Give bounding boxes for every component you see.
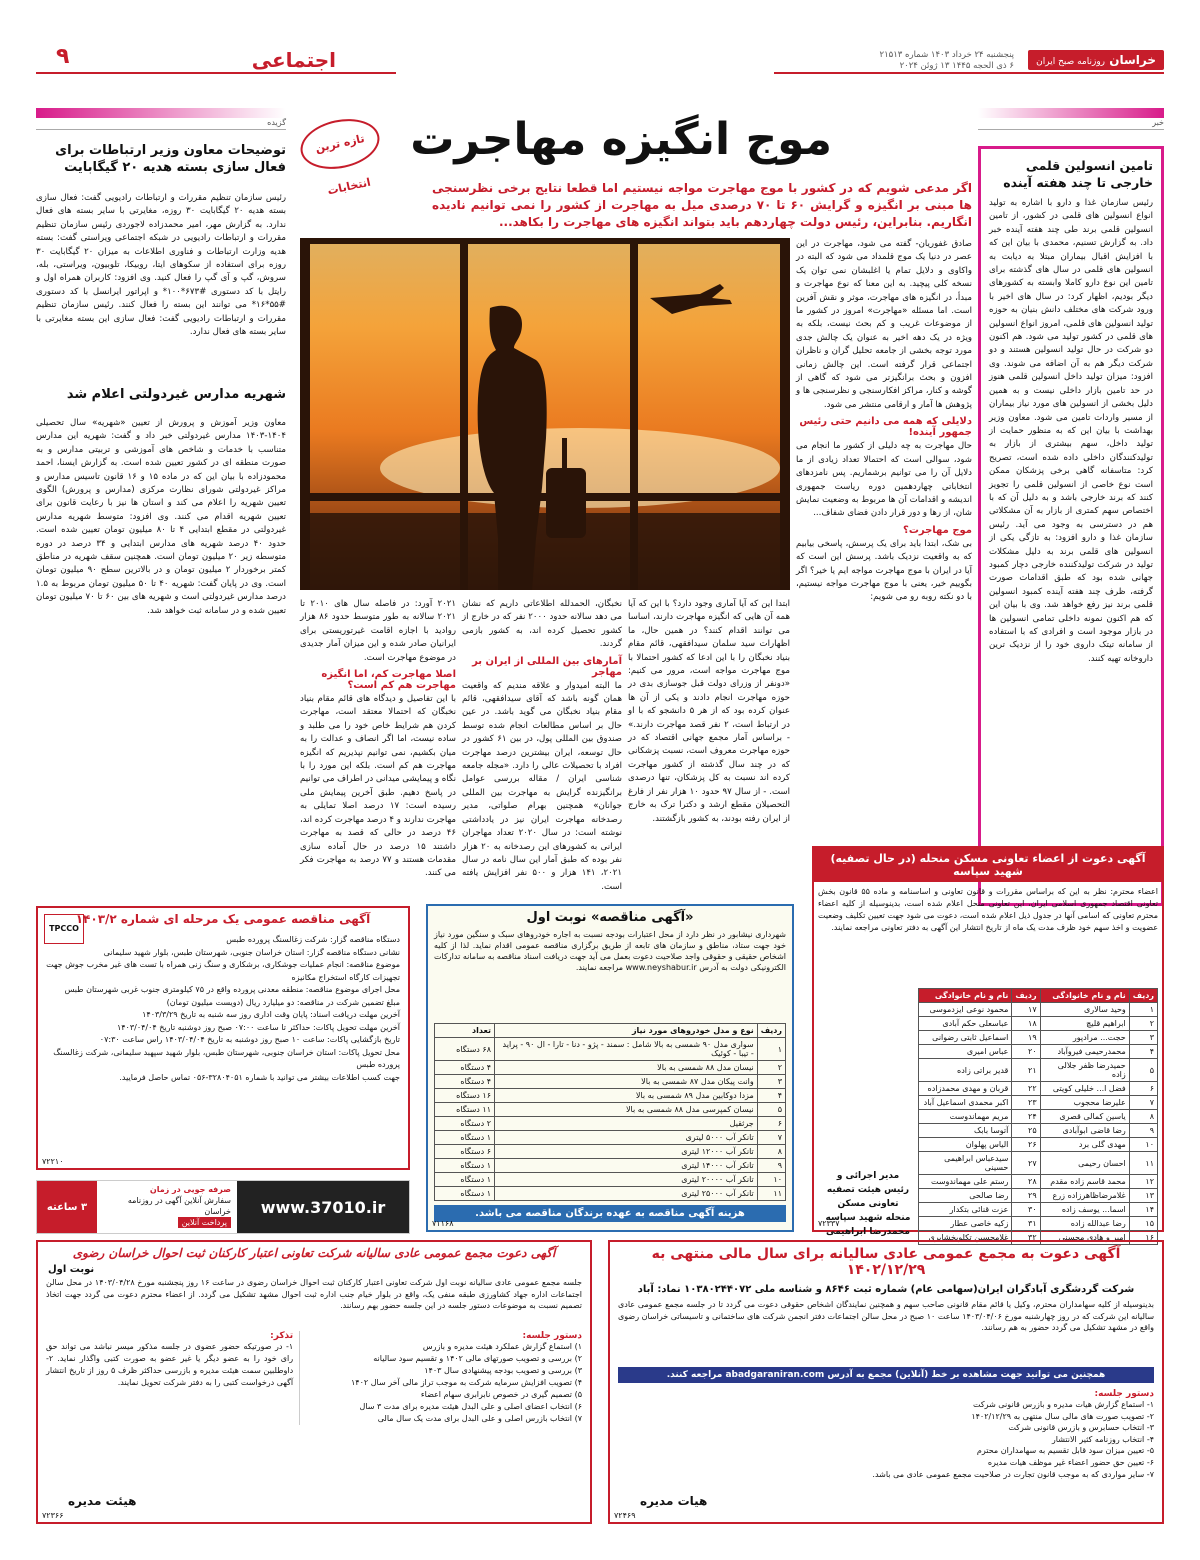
table-cell: ۱۵: [1129, 1217, 1157, 1231]
table-cell: تانکر آب ۲۰۰۰۰ لیتری: [495, 1173, 758, 1187]
table-cell: رضا صالحی: [919, 1189, 1012, 1203]
table-cell: نیسان مدل ۸۸ شمسی به بالا: [495, 1061, 758, 1075]
list-item: ۲- تصویب صورت های مالی سال منتهی به ۱۴۰۲/۱۲/۲۹: [971, 1411, 1154, 1421]
list-item: ۲) بررسی و تصویب صورتهای مالی ۱۴۰۲ و تقسیم سود سالیانه: [373, 1354, 582, 1363]
ad-tpcco-title: آگهی مناقصه عمومی یک مرحله ای شماره ۱۴۰۳/۲: [75, 912, 371, 926]
list-item: تاریخ بازگشایی پاکات: ساعت ۱۰ صبح روز دوشنبه به تاریخ ۱۴۰۳/۰۴/۰۴ راس ساعت ۰۷:۳۰: [99, 1035, 400, 1044]
table-cell: ۱۴: [1129, 1203, 1157, 1217]
table-cell: ۴ دستگاه: [435, 1075, 495, 1089]
table-cell: ۳۰: [1012, 1203, 1040, 1217]
article-col1-text-b: حال مهاجرت به چه دلیلی از کشور ما انجام می شود، سوالی است که احتمالا تعداد زیادی از ما دلایل آن را می توانیم برشماریم. پس نامزدهای انتخاباتی چهاردهمین دوره ریاست جمهوری اندیشه و اقدامات آن ها مربوط به وضعیت نمایش شان، از رها و دور قرار دادن فضای شفاف...: [796, 441, 972, 519]
table-row: [919, 1003, 1158, 1017]
ad-razavi-round: نوبت اول: [48, 1264, 95, 1275]
newspaper-logo[interactable]: [1028, 50, 1164, 70]
list-item: ۶) انتخاب اعضای اصلی و علی البدل هیئت مدیره برای مدت ۳ سال: [359, 1402, 582, 1411]
table-cell: ۳۲: [1012, 1231, 1040, 1245]
table-cell: ۲۴: [1012, 1110, 1040, 1124]
list-item: ۵) تصمیم گیری در خصوص نابرابری سهام اعضاء: [420, 1390, 582, 1399]
table-cell: احسان رحیمی: [1040, 1152, 1129, 1175]
table-cell: مریم مهماندوست: [919, 1110, 1012, 1124]
date-line-1: پنجشنبه ۲۴ خرداد ۱۴۰۳ شماره ۲۱۵۱۳: [879, 50, 1014, 60]
table-cell: ۱: [1129, 1003, 1157, 1017]
list-item: دستگاه مناقصه گزار: شرکت زغالسنگ پرورده طبس: [226, 935, 400, 944]
article-col3-text-b: ما البته امیدوار و علاقه مندیم که واقعیت همان گونه باشد که آقای سیدافقهی، قائم مقام بنیاد نخبگان می گوید باشد. در عین حال بر اساس مطالعات انجام شده توسط صندوق بین المللی پول، در بین ۶۱ کشور در حال توسعه، ایران بیشترین درصد مهاجرت افراد با تحصیلات عالی را دارد. «مجله جامعه شناسی ایران / مقاله بررسی عوامل برانگیزنده گرایش به مهاجرت بین المللی جوانان» همچنین بهرام صلواتی، مدیر رصدخانه مهاجرت ایران نیز در یادداشتی نوشته است: در سال ۲۰۲۰ تعداد مهاجران ایرانی به کشورهای این رصدخانه به ۲۰ هزار نفر بوده که طبق آمار این سال نامه در سال ۲۰۲۱، ۱۴۱ هزار و ۵۰۰ نفر افزایش یافته است.: [462, 680, 622, 892]
table-cell: ۶۸ دستگاه: [435, 1038, 495, 1061]
table-cell: ۵: [1129, 1059, 1157, 1082]
table-cell: سیدعباس ابراهیمی حسینی: [919, 1152, 1012, 1175]
table-cell: حمیدرضا ظفر جلالی زاده: [1040, 1059, 1129, 1082]
table-cell: ۲۵: [1012, 1124, 1040, 1138]
table-cell: رستم علی مهماندوست: [919, 1175, 1012, 1189]
table-cell: آتوسا بابک: [919, 1124, 1012, 1138]
list-item: آخرین مهلت تحویل پاکات: حداکثر تا ساعت ۰۷:۰۰ صبح روز دوشنبه تاریخ ۱۴۰۳/۰۴/۰۴: [116, 1022, 400, 1032]
table-cell: وانت پیکان مدل ۸۷ شمسی به بالا: [495, 1075, 758, 1089]
school-fees-title[interactable]: شهریه مدارس غیردولتی اعلام شد: [66, 387, 286, 402]
th-count: تعداد: [435, 1024, 495, 1038]
table-cell: ۶: [1129, 1082, 1157, 1096]
article-lead: اگر مدعی شویم که در کشور با موج مهاجرت مواجه نیستیم اما قطعا نتایج برخی نظرسنجی ها مبنی بر انگیزه و گرایش ۶۰ تا ۷۰ درصدی میل به مهاجرت از کشور را نمی توانیم نادیده انگاریم. بنابراین، رئیس دولت چهاردهم باید بتواند انگیزه های مهاجرت را بکاهد...: [432, 181, 972, 229]
table-cell: اکبر محمدی اسماعیل آباد: [919, 1096, 1012, 1110]
promo-line1: صرفه جویی در زمان: [149, 1185, 231, 1194]
article-col3-text: نخبگان، الحمدلله اطلاعاتی داریم که نشان می دهد سالانه حدود ۲۰۰۰ نفر که در خارج از کشور تحصیل کرده اند، به کشور بازمی گردند.: [462, 599, 622, 650]
article-col-4: [300, 598, 456, 878]
list-item: ۷) انتخاب بازرس اصلی و علی البدل برای مدت یک سال مالی: [377, 1414, 582, 1423]
ad-razavi-agenda: [310, 1341, 582, 1425]
list-item: جهت کسب اطلاعات بیشتر می توانید با شماره ۳۲۸۰۴۰۵۱-۰۵۶ تماس حاصل فرمایید.: [119, 1072, 400, 1082]
ad-abadgaran-text: بدینوسیله از کلیه سهامداران محترم، وکیل یا قائم مقام قانونی صاحب سهم و همچنین نمایندگان اشخاص حقوقی دعوت می گردد تا در جلسه مجمع عمومی عادی سالیانه این شرکت که در روز چهارشنبه مورخ ۱۴۰۳/۰۴/۰۶ ساعت ۱۰ صبح در محل سالن اجتماعات دفتر انجمن شرکت های ساختمانی و تاسیساتی خراسان رضوی واقع در مشهد تشکیل می گردد حضور به هم رسانند.: [618, 1300, 1155, 1333]
table-cell: ۲: [1129, 1017, 1157, 1031]
ad-abadgaran: [608, 1240, 1164, 1524]
logo-subtitle: روزنامه صبح ایران: [1036, 57, 1106, 67]
table-cell: ۲۱: [1012, 1059, 1040, 1082]
table-cell: تانکر آب ۱۲۰۰۰ لیتری: [495, 1145, 758, 1159]
table-cell: ۶ دستگاه: [435, 1145, 495, 1159]
table-cell: مهدی گلی برد: [1040, 1138, 1129, 1152]
table-cell: قربان و مهدی محمدزاده: [919, 1082, 1012, 1096]
table-cell: ۲ دستگاه: [435, 1117, 495, 1131]
table-row: [435, 1117, 786, 1131]
table-cell: ۲: [757, 1061, 785, 1075]
table-cell: ۳۱: [1012, 1217, 1040, 1231]
table-cell: ۱۹: [1012, 1031, 1040, 1045]
school-fees-wrap: [36, 417, 286, 817]
table-cell: ۴: [1129, 1045, 1157, 1059]
list-item: موضوع مناقصه: انجام عملیات جوشکاری، برشکاری و سنگ زنی همراه با تست های غیر مخرب جوش جهت تجهیزات کارگاه استخراج مکانیزه: [46, 960, 400, 982]
table-cell: ۱ دستگاه: [435, 1131, 495, 1145]
table-cell: ۹: [757, 1159, 785, 1173]
ad-razavi-sign: هیئت مدیره: [68, 1494, 137, 1508]
ad-abadgaran-site[interactable]: همچنین می توانید جهت مشاهده بر خط (آنلاین) مجمع به آدرس abadgaraniran.com مراجعه کنند.: [618, 1367, 1154, 1383]
table-cell: ۱۸: [1012, 1017, 1040, 1031]
table-cell: غلامحسین تکلوبخشایری: [919, 1231, 1012, 1245]
table-cell: ۲۹: [1012, 1189, 1040, 1203]
table-cell: ۷: [757, 1131, 785, 1145]
subheading-intl-stats: آمارهای بین المللی از ایران بر مهاجر: [472, 655, 622, 678]
table-cell: ۳: [757, 1075, 785, 1089]
table-cell: وحید سالاری: [1040, 1003, 1129, 1017]
table-cell: ۱ دستگاه: [435, 1159, 495, 1173]
table-cell: غلامرضاظاهرزاده زرع: [1040, 1189, 1129, 1203]
ad-abadgaran-title: آگهی دعوت به مجمع عمومی عادی سالیانه برای سال مالی منتهی به ۱۴۰۲/۱۲/۲۹: [651, 1246, 1121, 1278]
list-item: آخرین مهلت دریافت اسناد: پایان وقت اداری روز سه شنبه به تاریخ ۱۴۰۳/۳/۲۹: [142, 1010, 400, 1019]
ad-spiasa-table: [918, 988, 1158, 1245]
column-accent-bar: [978, 108, 1164, 118]
issue-date: [880, 50, 1015, 72]
list-item: ۵- تعیین میزان سود قابل تقسیم به سهامداران محترم: [976, 1446, 1154, 1456]
table-cell: سواری مدل ۹۰ شمسی به بالا شامل : سمند - پژو - دنا - تارا - ال ۹۰ - پراید - تیبا - کوئیک: [495, 1038, 758, 1061]
table-row: [919, 1124, 1158, 1138]
table-row: [919, 1110, 1158, 1124]
section-header: [36, 44, 396, 74]
column-label: خبر: [978, 118, 1164, 130]
ad-razavi-code: ۷۲۳۶۶: [42, 1511, 64, 1520]
table-cell: ۴ دستگاه: [435, 1061, 495, 1075]
ad-tpcco-body: [38, 930, 408, 1088]
table-cell: ۶: [757, 1117, 785, 1131]
table-cell: مزدا دوکابین مدل ۸۹ شمسی به بالا: [495, 1089, 758, 1103]
promo-url[interactable]: www.37010.ir: [237, 1181, 409, 1233]
table-cell: تانکر آب ۲۵۰۰۰ لیتری: [495, 1187, 758, 1201]
table-row: [919, 1189, 1158, 1203]
table-cell: ۱۰: [757, 1173, 785, 1187]
table-row: [919, 1096, 1158, 1110]
list-item: نشانی دستگاه مناقصه گزار: استان خراسان جنوبی، شهرستان طبس، بلوار شهید سلیمانی: [103, 947, 400, 957]
table-row: [919, 1152, 1158, 1175]
list-item: محل تحویل پاکات: استان خراسان جنوبی، شهرستان طبس، بلوار شهید سپهبد سلیمانی، شرکت زغالسنگ پرورده طبس: [53, 1047, 400, 1069]
ad-spiasa-code: ۷۲۳۳۷: [818, 1219, 840, 1228]
left-news-column: [36, 108, 286, 817]
list-item: ۴) تصویب افزایش سرمایه شرکت به موجب تراز مالی آخر سال ۱۴۰۲: [350, 1378, 582, 1387]
ad-tpcco-code: ۷۲۲۱۰: [42, 1157, 64, 1166]
table-cell: ۷: [1129, 1096, 1157, 1110]
tpcco-logo: TPCCO: [44, 914, 84, 944]
table-row: [435, 1187, 786, 1201]
table-cell: ۱۰: [1129, 1138, 1157, 1152]
logo-text: خراسان: [1109, 53, 1156, 67]
table-cell: عباسعلی حکم آبادی: [919, 1017, 1012, 1031]
table-cell: قدیر براتی زاده: [919, 1059, 1012, 1082]
table-row: [435, 1038, 786, 1061]
table-cell: ۱ دستگاه: [435, 1173, 495, 1187]
promo-line2: سفارش آنلاین آگهی در روزنامه خراسان: [127, 1196, 231, 1216]
table-cell: ابراهیم قلیچ: [1040, 1017, 1129, 1031]
ad-abadgaran-agenda: [618, 1399, 1154, 1480]
table-cell: ۱۱ دستگاه: [435, 1103, 495, 1117]
article-col2-text: ابتدا این که آیا آماری وجود دارد؟ با این که آیا همه آن هایی که انگیزه مهاجرت دارند، اساسا می توانند اقدام کنند؟ در همین حال، ما اظهارات سید سلمان سیدافقهی، قائم مقام بنیاد نخبگان را با این ادعا که کشور احتمالا با موج مهاجرت مواجه است، مرور می کنیم: «دونفر از وزرای دولت قبل جوسازی بدی در حوزه مهاجرت انجام دادند و یکی از آن ها عنوان کرده بود که از هر ۵ دانشجو که با او در ارتباط است، ۲ نفر قصد مهاجرت دارند.» - براساس آمار مجمع جهانی اقتصاد که در حوزه مهاجرت معروف است، نسبت پزشکانی که در چند سال گذشته از کشور مهاجرت کرده اند نسبت به کل پزشکان، تنها درصدی است. - از سال ۹۷ حدود ۱۰ هزار نفر از فارغ التحصیلان مقطع ارشد و دکترا ترک به خارج از ایران رفته بودند، به کشور بازگشتند.: [628, 599, 790, 824]
razavi-agenda-title: دستور جلسه:: [522, 1331, 582, 1341]
table-row: [435, 1103, 786, 1117]
table-row: [919, 1045, 1158, 1059]
table-cell: ۸: [1129, 1110, 1157, 1124]
ad-abadgaran-code: ۷۲۴۶۹: [614, 1511, 636, 1520]
table-row: [919, 1082, 1158, 1096]
right-news-column: [978, 108, 1164, 906]
ad-razavi-title: آگهی دعوت مجمع عمومی عادی سالیانه شرکت تعاونی اعتبار کارکنان ثبت احوال خراسان رضوی: [72, 1246, 556, 1260]
table-cell: ۲۳: [1012, 1096, 1040, 1110]
table-row: [435, 1173, 786, 1187]
table-cell: فضل ا... خلیلی کویتی: [1040, 1082, 1129, 1096]
ad-spiasa-title: آگهی دعوت از اعضاء تعاونی مسکن منحله (در حال تصفیه) شهید سپاسه: [814, 848, 1162, 882]
article-col1-text-c: بی شک، ابتدا باید برای یک پرسش، پاسخی بیابیم که به واقعیت نزدیک باشد. پرسش این است که آیا در ایران با موج مهاجرت مواجه ایم یا خیر؟ اگر بگوییم خیر، یعنی با موج مهاجرت مواجه نیستیم، با دو نکته روبه رو می شویم:: [796, 538, 972, 603]
table-cell: ۲۲: [1012, 1082, 1040, 1096]
date-line-2: ۶ ذی الحجه ۱۴۴۵ ۱۳ ژوئن ۲۰۲۴: [899, 61, 1014, 71]
list-item: محل اجرای موضوع مناقصه: منطقه معدنی پرورده واقع در ۷۵ کیلومتری جنوب غربی شهرستان طبس: [64, 985, 400, 994]
table-row: [435, 1145, 786, 1159]
table-cell: امیر و هادی محسنی: [1040, 1231, 1129, 1245]
ad-neyshabur: [426, 904, 794, 1232]
ad-razavi: [36, 1240, 592, 1524]
table-cell: رضا قاضی ابوآبادی: [1040, 1124, 1129, 1138]
article-col1-text: صادق غفوریان- گفته می شود، مهاجرت در این عصر در دنیا یک موج قلمداد می شود که البته در واکاوی و دلایل تمام یا اغلبشان نمی توان یک نسخه کلی پیچید. به این معنا که نوع مهاجرت و مبدأ، در انگیزه های مهاجرت، موثر و نقش آفرین است. اما مسئله «مهاجرت» امروز در کشور ما از موضوعات غریب و کم بحث نیست، بلکه به ویژه در یک دهه اخیر به عنوان یک چالش جدی مورد توجه بخشی از جامعه تحلیل گران و ناظران اجتماعی قرار گرفته است. این چالش زمانی افزون و بحث برانگیزتر می شود که گاهی از گوشه و کنار، مراکز افکارسنجی و نظرسنجی ها و پژوهش ها آمار و ارقامی منتشر می شود.: [796, 239, 972, 410]
article-col4-text: ۲۰۲۱ آورد: در فاصله سال های ۲۰۱۰ تا ۲۰۲۱ سالانه به طور متوسط حدود ۸۶ هزار روادید با اجازه اقامت غیرتوریستی برای ایرانیان صادر شده و این میزان آمار جدیدی در موضوع مهاجرت است.: [300, 599, 456, 663]
table-cell: اسما... یوسف زاده: [1040, 1203, 1129, 1217]
left-accent-bar: [36, 108, 286, 118]
list-item: ۶- تعیین حق حضور اعضاء غیر موظف هیات مدیره: [987, 1457, 1154, 1467]
ad-abadgaran-subtitle: شرکت گردشگری آبادگران ایران(سهامی عام) شماره ثبت ۸۶۴۶ و شناسه ملی ۱۰۳۸۰۲۴۴۰۷۲ نماد: آباد: [637, 1284, 1135, 1295]
table-row: [919, 1031, 1158, 1045]
table-cell: نیسان کمپرسی مدل ۸۸ شمسی به بالا: [495, 1103, 758, 1117]
masthead: [774, 44, 1164, 74]
page-number: ۹: [56, 44, 70, 69]
table-cell: ۱۲: [1129, 1175, 1157, 1189]
table-cell: محمدرحیمی فیروآباد: [1040, 1045, 1129, 1059]
insulin-news-title[interactable]: تامین انسولین قلمی خارجی تا چند هفته آینده: [1003, 158, 1153, 190]
th-name-2: نام و نام خانوادگی: [919, 989, 1012, 1003]
article-col-2: [628, 598, 790, 878]
table-cell: جرثقیل: [495, 1117, 758, 1131]
table-row: [919, 1138, 1158, 1152]
airport-silhouette-photo: [300, 238, 790, 590]
table-cell: محمود نوعی ایزدموسی: [919, 1003, 1012, 1017]
subheading-wave: موج مهاجرت؟: [903, 524, 972, 536]
table-cell: ۳: [1129, 1031, 1157, 1045]
ad-neyshabur-title: «آگهی مناقصه» نوبت اول: [526, 910, 694, 925]
ad-neyshabur-footer: هزینه آگهی مناقصه به عهده برندگان مناقصه می باشد.: [434, 1205, 786, 1222]
article-headline[interactable]: موج انگیزه مهاجرت: [410, 114, 832, 165]
ad-neyshabur-code: ۷۱۱۶۸: [432, 1219, 454, 1228]
table-cell: محمد قاسم زاده مقدم: [1040, 1175, 1129, 1189]
table-row: [919, 1059, 1158, 1082]
table-row: [919, 1217, 1158, 1231]
table-cell: ۲۸: [1012, 1175, 1040, 1189]
table-cell: تانکر آب ۵۰۰۰ لیتری: [495, 1131, 758, 1145]
list-item: ۴- انتخاب روزنامه کثیر الانتشار: [1051, 1434, 1154, 1444]
section-title: اجتماعی: [251, 48, 336, 72]
table-row: [919, 1175, 1158, 1189]
table-cell: حجت... مرادپور: [1040, 1031, 1129, 1045]
table-cell: الیاس پهلوان: [919, 1138, 1012, 1152]
promo-pay: پرداخت آنلاین: [178, 1217, 231, 1228]
table-cell: ۱۱: [757, 1187, 785, 1201]
table-cell: ۱۳: [1129, 1189, 1157, 1203]
table-row: [919, 1017, 1158, 1031]
promo-price: ۳ ساعته: [37, 1181, 97, 1233]
table-cell: ۴: [757, 1089, 785, 1103]
table-cell: عزت قنائی بتکدار: [919, 1203, 1012, 1217]
elections-stamp: تازه ترین انتخابات: [296, 112, 384, 176]
th-name: نام و نام خانوادگی: [1040, 989, 1129, 1003]
table-cell: ۱ دستگاه: [435, 1187, 495, 1201]
table-cell: اسماعیل ثابتی رضوانی: [919, 1031, 1012, 1045]
table-cell: تانکر آب ۱۴۰۰۰ لیتری: [495, 1159, 758, 1173]
table-row: [435, 1089, 786, 1103]
left-column-label: گزیده: [36, 118, 286, 130]
th-vehicle: نوع و مدل خودروهای مورد نیاز: [495, 1024, 758, 1038]
table-cell: ۲۰: [1012, 1045, 1040, 1059]
table-cell: علیرضا محجوب: [1040, 1096, 1129, 1110]
table-cell: ۵: [757, 1103, 785, 1117]
ad-tpcco: [36, 906, 410, 1170]
ad-spiasa-text: اعضاء محترم: نظر به این که براساس مقررات و قانون تعاونی و اساسنامه و ماده ۵۵ قانون بخش تعاونی اقتصاد جمهوری اسلامی ایران، این تعاونی منحل اعلام شده است، بدینوسیله از کلیه اعضاء محترم تعاونی که اسامی آنها در جدول ذیل اعلام شده است، دعوت می شود جهت تعیین تکلیف وضعیت عضویت و اخذ سهم خود ظرف مدت یک ماه از تاریخ انتشار این آگهی به دفتر تعاونی مراجعه نمایند.: [818, 887, 1159, 932]
insulin-news-box: [978, 146, 1164, 906]
promo-banner[interactable]: [36, 1180, 410, 1234]
promo-text: [97, 1181, 237, 1233]
razavi-note-title: تذکر:: [270, 1331, 294, 1341]
table-cell: زکیه خاصی عطار: [919, 1217, 1012, 1231]
article-col-3: [462, 598, 622, 892]
internet-gift-wrap: [36, 192, 286, 378]
table-cell: ۱۶ دستگاه: [435, 1089, 495, 1103]
ad-spiasa-signature: مدیر اجرائی و رئیس هیئت تصفیه تعاونی مسکن منحله شهید سپاسه محمدرضا ابراهیمی: [825, 1171, 911, 1237]
table-row: [435, 1159, 786, 1173]
article-col4-text-b: با این تفاصیل و دیدگاه های قائم مقام بنیاد نخبگان که احتمالا معتقد است، مهاجرت کردن هم شرایط خاص خود را می طلبد و ساده نیست، اما اگر انصاف و عدالت را به میان بکشیم، نمی توانیم نپذیریم که انگیزه مهاجرت هم کم است. بلکه این مورد را با نگاه و پیمایشی میدانی در اطراف می توانیم در پاسخ دهیم. طبق آخرین پیمایش ملی رسیده است: ۱۷ درصد اصلا تمایلی به مهاجرت ندارند و ۴ درصد مهاجرت کرده اند، ۴۶ درصد در حالی که قصد به مهاجرت داشتند ۱۵ درصد در حال آماده سازی مقدمات هستند و ۷۷ درصد به مهاجرت فکر می کنند.: [300, 694, 457, 879]
list-item: مبلغ تضمین شرکت در مناقصه: دو میلیارد ریال (دویست میلیون تومان): [166, 997, 400, 1007]
list-item: ۱) استماع گزارش عملکرد هیئت مدیره و بازرس: [422, 1342, 582, 1351]
table-cell: ۱: [757, 1038, 785, 1061]
ad-razavi-notes: ۱- در صورتیکه حضور عضوی در جلسه مذکور میسر نباشد می تواند حق رای خود را به عضو دیگر یا غیر عضو به صورت کتبی واگذار نماید. ۲- داوطلبین سمت هیئت مدیره و بازرسی حداکثر ظرف ۵ روز از تاریخ انتشار آگهی درخواست کتبی را به دفتر شرکت تحویل نمایند.: [46, 1342, 294, 1387]
table-cell: ۲۷: [1012, 1152, 1040, 1175]
table-cell: ۸: [757, 1145, 785, 1159]
table-row: [919, 1203, 1158, 1217]
table-cell: ۱۶: [1129, 1231, 1157, 1245]
ad-abadgaran-sign: هیات مدیره: [640, 1494, 708, 1508]
th-index: ردیف: [1129, 989, 1157, 1003]
insulin-news-body: رئیس سازمان غذا و دارو با اشاره به تولید انواع انسولین های قلمی در کشور، از تامین انسولین قلمی برند طی چند هفته آینده خبر داد. به گزارش تسنیم، محمدی با بیان این که با افزایش اقبال بیماران مبتلا به دیابت به انسولین های قلمی در سال های گذشته برای تامین این نوع دارو کاملا وابسته به کشورهای دیگر بودیم، اظهار کرد: در سال های اخیر با ورود شرکت های مختلف دانش بنیان به حوزه تولید انسولین های قلمی، امروز انواع انسولین های قلمی در کشور تولید می شود. هم اکنون دو شرکت در حال تولید انسولین هستند و دو شرکت دیگر هم به آن اضافه می شوند. وی افزود: میزان تولید داخل انسولین قلمی هنوز در حد تامین بازار داخلی نیست و به همین دلیل بخشی از انسولین های مورد نیاز بیماران از مسیر واردات تامین می شود. معاون وزیر بهداشت با بیان این که به منظور حمایت از تولید داخل، سهم بیشتری از بازار به تولیدکنندگان داخلی داده شده است، تصریح کرد: متاسفانه گاهی برخی پزشکان ممکن است نوع خاصی از انسولین قلمی را تجویز کنند که برند خارجی باشد و به دلیل آن که با اختصاص سهم کمتری از بازار به آن مشکلاتی هم در دسترسی به وجود می آید. رئیس سازمان غذا و دارو افزود: به تازگی یکی از انسولین های قلمی برند به دلیل مشکلات تولید در شرکت تولیدکننده خارجی دچار کمبود جهانی شده بود که طبق اقدامات صورت گرفته، ظرف چند هفته آینده کمبود انسولین قلمی برند نیز رفع خواهد شد. وی با بیان این که هم اکنون نمونه داخلی تمامی انسولین ها در بازار موجود است و افرادی که با استفاده از سامانه تیتک داروی خود را از نزدیک ترین داروخانه تهیه کنند.: [989, 198, 1153, 664]
list-item: ۳- انتخاب حسابرس و بازرس قانونی شرکت: [1008, 1423, 1154, 1433]
table-row: [435, 1131, 786, 1145]
table-cell: ۱۷: [1012, 1003, 1040, 1017]
table-cell: عباس امیری: [919, 1045, 1012, 1059]
th-row: ردیف: [757, 1024, 785, 1038]
table-cell: ۱۱: [1129, 1152, 1157, 1175]
table-cell: ۹: [1129, 1124, 1157, 1138]
school-fees-body: معاون وزیر آموزش و پرورش از تعیین «شهریه» سال تحصیلی ۱۴۰۴-۱۴۰۳ مدارس غیردولتی خبر داد و گفت: شهریه این مدارس متناسب با خدمات و شاخص های آموزشی و تربیتی مدارس و به صورت منطقه ای در کشور تعیین شده است. به گزارش ایسنا، احمد محمودزاده با بیان این که در ماده ۱۵ و ۱۶ قانون تاسیس مدارس و مراکز غیردولتی شورای نظارت مرکزی (مدارس و پرورش) الگوی تعیین شهریه را اعلام می کند و استان ها نیز با رعایت قانون برای تعیین شهریه اقدام می کنند. وی افزود: متوسط شهریه مدارس غیردولتی در مقطع ابتدایی ۴ تا ۸۰ میلیون تومان تعیین شده است. حدود ۴۰ درصد شهریه های مدارس ابتدایی و ۳۴ درصد در دوره متوسطه زیر ۲۰ میلیون تومان است. همچنین سقف شهریه در مناطق کمتر برخوردار ۲ میلیون تومان و در بالاترین سطح ۹۰ میلیون تومان است. وی در پایان گفت: شهریه ۴۰ تا ۵۰ میلیون تومان مربوط به ۱.۵ درصد مدارس غیردولتی است و شهریه های بین ۶۰ تا ۷۰ میلیون تومان تعیین شده و در سامانه ثبت خواهد شد.: [36, 418, 286, 616]
agenda-title: دستور جلسه:: [1094, 1389, 1154, 1399]
table-row: [435, 1075, 786, 1089]
internet-gift-body: رئیس سازمان تنظیم مقررات و ارتباطات رادیویی گفت: فعال سازی بسته هدیه ۲۰ گیگابایت ۳۰ روزه، مغایرتی با سایر بسته های فعال ندارد. به گزارش مهر، امیر محمدزاده لاجوردی رئیس سازمان تنظیم مقررات و ارتباطات رادیویی در شبکه اجتماعی ویراستی گفت: بسته هدیه وزارت ارتباطات و فناوری اطلاعات به میزان ۲۰ گیگابایت ۳۰ روزه برای استفاده از سکوهای ایتا، روبیکا، تلوبیون، ویراستی، بله، سروش، گپ و آی گپ را فعال کنید. وی افزود: کاربران همراه اول و رایتل با کد دستوری #۶۷۳*۱۰۰* و اپراتور ایرانسل با کد دستوری #۵۵*۱۶* می توانند این بسته را فعال کنند. رئیس سازمان تنظیم مقررات و ارتباطات رادیویی گفت: فعال سازی این بسته مغایرتی با سایر بسته های فعال ندارد.: [36, 193, 286, 338]
list-item: ۳) بررسی و تصویب بودجه پیشنهادی سال ۱۴۰۳: [424, 1366, 582, 1375]
table-cell: ۲۶: [1012, 1138, 1040, 1152]
article-col-1: [796, 238, 972, 668]
table-cell: یاسین کمالی قصری: [1040, 1110, 1129, 1124]
subheading-reasons: دلایلی که همه می دانیم حتی رئیس جمهور آینده!: [799, 416, 972, 439]
list-item: ۷- سایر مواردی که به موجب قانون تجارت در صلاحیت مجمع عمومی عادی می باشد.: [872, 1469, 1154, 1479]
main-article: [300, 108, 972, 892]
table-row: [435, 1061, 786, 1075]
ad-neyshabur-table: [434, 1023, 786, 1201]
subheading-low-motivation: اصلا مهاجرت کم، اما انگیزه مهاجرت هم کم است؟: [321, 669, 456, 692]
ad-razavi-text: جلسه مجمع عمومی عادی سالیانه نوبت اول شرکت تعاونی اعتبار کارکنان ثبت احوال خراسان رضوی در ساعت ۱۶ روز پنجشنبه مورخ ۱۴۰۳/۰۴/۲۸ در محل سالن اجتماعات اداره جهاد کشاورزی طبقه منفی یک، واقع در بلوار خیام جنب اداره ثبت احوال مشهد تشکیل می گردد. از اعضاء محترم دعوت می گردد جهت اتخاذ تصمیم نسبت به موضوعات دستور جلسه در این جلسه حضور بهم رسانند.: [46, 1278, 582, 1311]
th-index-2: ردیف: [1012, 989, 1040, 1003]
internet-gift-title[interactable]: توضیحات معاون وزیر ارتباطات برای فعال سازی بسته هدیه ۲۰ گیگابایت: [55, 143, 286, 175]
list-item: ۱- استماع گزارش هیات مدیره و بازرس قانونی شرکت: [972, 1400, 1154, 1409]
ad-neyshabur-text: شهرداری نیشابور در نظر دارد از محل اعتبارات بودجه نسبت به اجاره خودروهای سبک و سنگین مورد نیاز خود جهت ستاد، مناطق و سازمان های تابعه از طریق برگزاری مناقصه عمومی اقدام نماید. لذا از کلیه اشخاص حقیقی و حقوقی واجد صلاحیت دعوت بعمل می آید جهت دریافت اسناد مناقصه به سامانه تدارکات الکترونیکی دولت به آدرس www.neyshabur.ir مراجعه نمایند.: [434, 930, 786, 972]
ad-spiasa: [812, 846, 1164, 1242]
table-cell: رضا عبدالله زاده: [1040, 1217, 1129, 1231]
